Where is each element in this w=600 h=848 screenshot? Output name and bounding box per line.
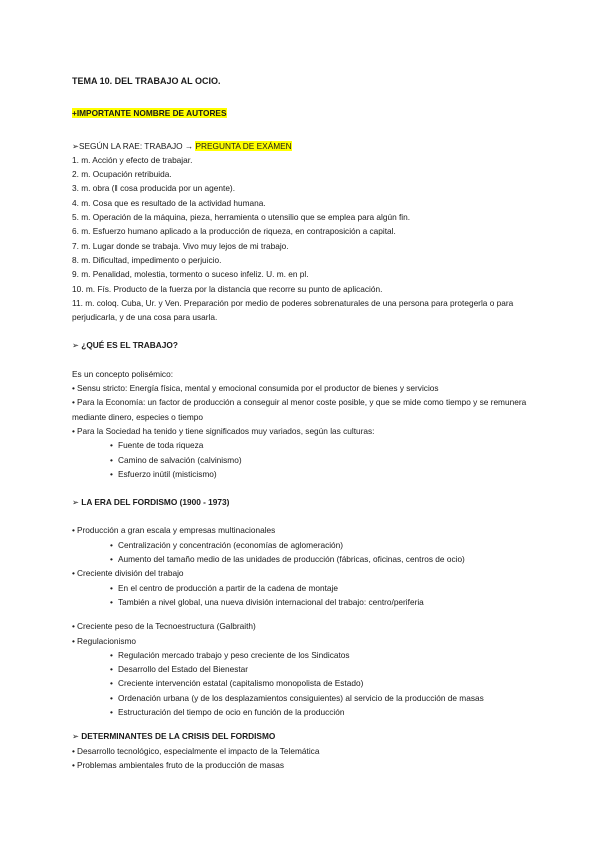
sub-list-item: • Estructuración del tiempo de ocio en función de la producción [72, 705, 532, 719]
que-es-intro: Es un concepto polisémico: [72, 368, 174, 379]
list-item: • Creciente división del trabajo [72, 566, 532, 580]
rae-def: 7. m. Lugar donde se trabaja. Vivo muy lejos de mi trabajo. [72, 240, 289, 251]
rae-def: 11. m. coloq. Cuba, Ur. y Ven. Preparación por medio de poderes sobrenaturales de una persona para protegerla o para perjudicarla, y de una cosa para usarla. [72, 297, 514, 323]
rae-def: 1. m. Acción y efecto de trabajar. [72, 154, 193, 165]
rae-def: 3. m. obra (ǁ cosa producida por un agente). [72, 183, 236, 194]
sub-list-item: • Ordenación urbana (y de los desplazamientos consiguientes) al servicio de la producción de masas [72, 691, 532, 705]
rae-def: 4. m. Cosa que es resultado de la actividad humana. [72, 197, 266, 208]
sub-list-item: • Regulación mercado trabajo y peso creciente de los Sindicatos [72, 648, 532, 662]
crisis-heading: ➢ DETERMINANTES DE LA CRISIS DEL FORDISMO [72, 731, 276, 742]
sub-list-item: • Esfuerzo inútil (misticismo) [72, 467, 532, 481]
sub-list-item: • Centralización y concentración (economías de aglomeración) [72, 538, 532, 552]
list-item: • Para la Economía: un factor de producción a conseguir al menor coste posible, y que se mide como tiempo y se remunera mediante dinero, especies o tiempo [72, 395, 532, 424]
rae-heading [72, 139, 532, 153]
exam-question-highlight: PREGUNTA DE EXÁMEN [195, 140, 292, 151]
sub-list-item: • En el centro de producción a partir de la cadena de montaje [72, 581, 532, 595]
list-item: • Problemas ambientales fruto de la producción de masas [72, 758, 532, 772]
rae-heading-text: ➢SEGÚN LA RAE: TRABAJO → [72, 140, 194, 151]
rae-def: 2. m. Ocupación retribuida. [72, 169, 172, 180]
rae-def: 8. m. Dificultad, impedimento o perjuicio. [72, 254, 222, 265]
sub-list-item: • Aumento del tamaño medio de las unidades de producción (fábricas, oficinas, centros de ocio) [72, 552, 532, 566]
sub-list-item: • Desarrollo del Estado del Bienestar [72, 662, 532, 676]
authors-note: +IMPORTANTE NOMBRE DE AUTORES [72, 108, 227, 119]
list-item: • Desarrollo tecnológico, especialmente el impacto de la Telemática [72, 744, 532, 758]
sub-list-item: • Creciente intervención estatal (capitalismo monopolista de Estado) [72, 676, 532, 690]
rae-def: 10. m. Fís. Producto de la fuerza por la distancia que recorre su punto de aplicación. [72, 283, 383, 294]
sub-list-item: • Fuente de toda riqueza [72, 438, 532, 452]
list-item: • Producción a gran escala y empresas multinacionales [72, 523, 532, 537]
document-body [72, 74, 532, 772]
fordismo-heading: ➢ LA ERA DEL FORDISMO (1900 - 1973) [72, 497, 230, 508]
sub-list-item: • Camino de salvación (calvinismo) [72, 453, 532, 467]
que-es-heading: ➢ ¿QUÉ ES EL TRABAJO? [72, 340, 178, 351]
rae-def: 5. m. Operación de la máquina, pieza, herramienta o utensilio que se emplea para algún fin. [72, 212, 411, 223]
sub-list-item: • También a nivel global, una nueva división internacional del trabajo: centro/periferia [72, 595, 532, 609]
rae-def: 6. m. Esfuerzo humano aplicado a la producción de riqueza, en contraposición a capital. [72, 226, 396, 237]
rae-def: 9. m. Penalidad, molestia, tormento o suceso infeliz. U. m. en pl. [72, 269, 309, 280]
document-title: TEMA 10. DEL TRABAJO AL OCIO. [72, 76, 221, 86]
list-item: • Creciente peso de la Tecnoestructura (Galbraith) [72, 619, 532, 633]
list-item: • Sensu stricto: Energía física, mental y emocional consumida por el productor de bienes y servicios [72, 381, 532, 395]
list-item: • Regulacionismo [72, 634, 532, 648]
list-item: • Para la Sociedad ha tenido y tiene significados muy variados, según las culturas: [72, 424, 532, 438]
